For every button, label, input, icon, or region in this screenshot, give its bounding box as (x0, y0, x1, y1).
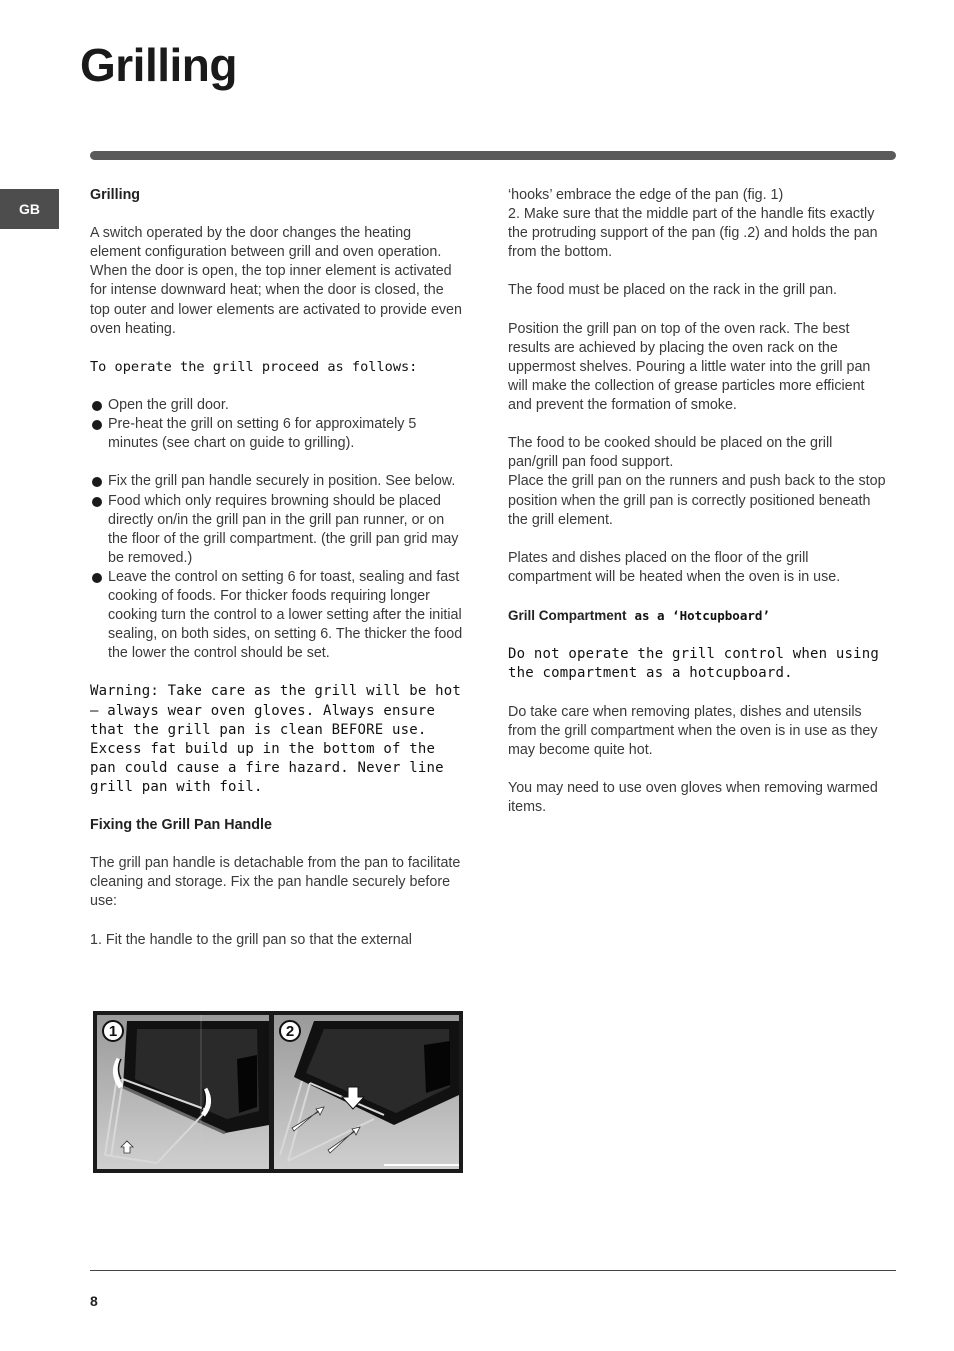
do-not-warning: Do not operate the grill control when using the compartment as a hotcupboard. (508, 646, 880, 682)
compartment-heading-suffix: as a ‘Hotcupboard’ (634, 608, 770, 624)
grill-pan-figure (93, 1011, 463, 1173)
list-item: Open the grill door. (90, 396, 465, 415)
plates-paragraph: Plates and dishes placed on the floor of the grill compartment will be heated when the oven is in use. (508, 549, 841, 585)
step-1-end: ‘hooks’ embrace the edge of the pan (fig. 1) (508, 187, 784, 203)
step-2: 2. Make sure that the middle part of the handle fits exactly the protruding support of the pan (fig .2) and holds the pan from the bottom. (508, 206, 878, 261)
grill-pan-photo (274, 1015, 459, 1169)
step-1-start: 1. Fit the handle to the grill pan so that the external (90, 931, 412, 948)
compartment-heading (508, 606, 886, 626)
grill-pan-photo-2 (274, 1015, 459, 1169)
list-item: Fix the grill pan handle securely in position. See below. (90, 472, 465, 491)
food-rack-paragraph: The food must be placed on the rack in the grill pan. (508, 282, 838, 299)
right-column (508, 186, 886, 836)
left-column (90, 186, 465, 950)
grill-pan-photo (97, 1015, 269, 1169)
food-cooked-paragraph: The food to be cooked should be placed on the grill pan/grill pan food support. (508, 435, 833, 471)
position-paragraph: Position the grill pan on top of the oven rack. The best results are achieved by placing the oven rack on the uppermost shelves. Pouring a little water into the grill pan will make the collection of grease particles more efficient and prevent the formation of smoke. (508, 320, 871, 414)
grill-pan-photo-1 (97, 1015, 269, 1169)
bullet-list-b (90, 472, 465, 663)
language-tab: GB (0, 189, 59, 229)
footer-divider (90, 1270, 896, 1271)
section-heading-grilling: Grilling (90, 187, 141, 203)
place-pan-paragraph: Place the grill pan on the runners and push back to the stop position when the grill pan is correctly positioned beneath the grill element. (508, 473, 886, 528)
list-item: Food which only requires browning should be placed directly on/in the grill pan in the grill pan runner, or on the floor of the grill compartment. (the grill pan grid may be removed.) (90, 492, 465, 568)
gloves-paragraph: You may need to use oven gloves when removing warmed items. (508, 779, 878, 815)
figure-1-badge: 1 (102, 1020, 124, 1042)
compartment-heading-label: Grill Compartment (508, 608, 627, 624)
fixing-heading: Fixing the Grill Pan Handle (90, 817, 272, 834)
page-number: 8 (90, 1293, 98, 1309)
header-divider (90, 151, 896, 160)
page-title: Grilling (80, 39, 237, 91)
operate-heading: To operate the grill proceed as follows: (90, 358, 418, 375)
intro-paragraph: A switch operated by the door changes the heating element configuration between grill and oven operation. When the door is open, the top inner element is activated for intense downward heat; when the door is closed, the top outer and lower elements are activated to provide even oven heating. (90, 225, 462, 337)
fixing-paragraph: The grill pan handle is detachable from the pan to facilitate cleaning and storage. Fix the pan handle securely before use: (90, 855, 461, 910)
list-item: Leave the control on setting 6 for toast, sealing and fast cooking of foods. For thicker foods requiring longer cooking turn the control to a lower setting after the initial sealing, on both sides, on setting 6. The thicker the food the lower the control should be set. (90, 568, 465, 663)
bullet-list-a (90, 396, 465, 453)
warning-text: Warning: Take care as the grill will be hot – always wear oven gloves. Always ensure that the grill pan is clean BEFORE use. Excess fat build up in the bottom of the pan could cause a fire hazard. Never line grill pan with foil. (90, 683, 462, 795)
care-paragraph: Do take care when removing plates, dishes and utensils from the grill compartment when the oven is in use as they may become quite hot. (508, 703, 878, 758)
figure-2-badge: 2 (279, 1020, 301, 1042)
list-item: Pre-heat the grill on setting 6 for approximately 5 minutes (see chart on guide to grilling). (90, 415, 465, 453)
